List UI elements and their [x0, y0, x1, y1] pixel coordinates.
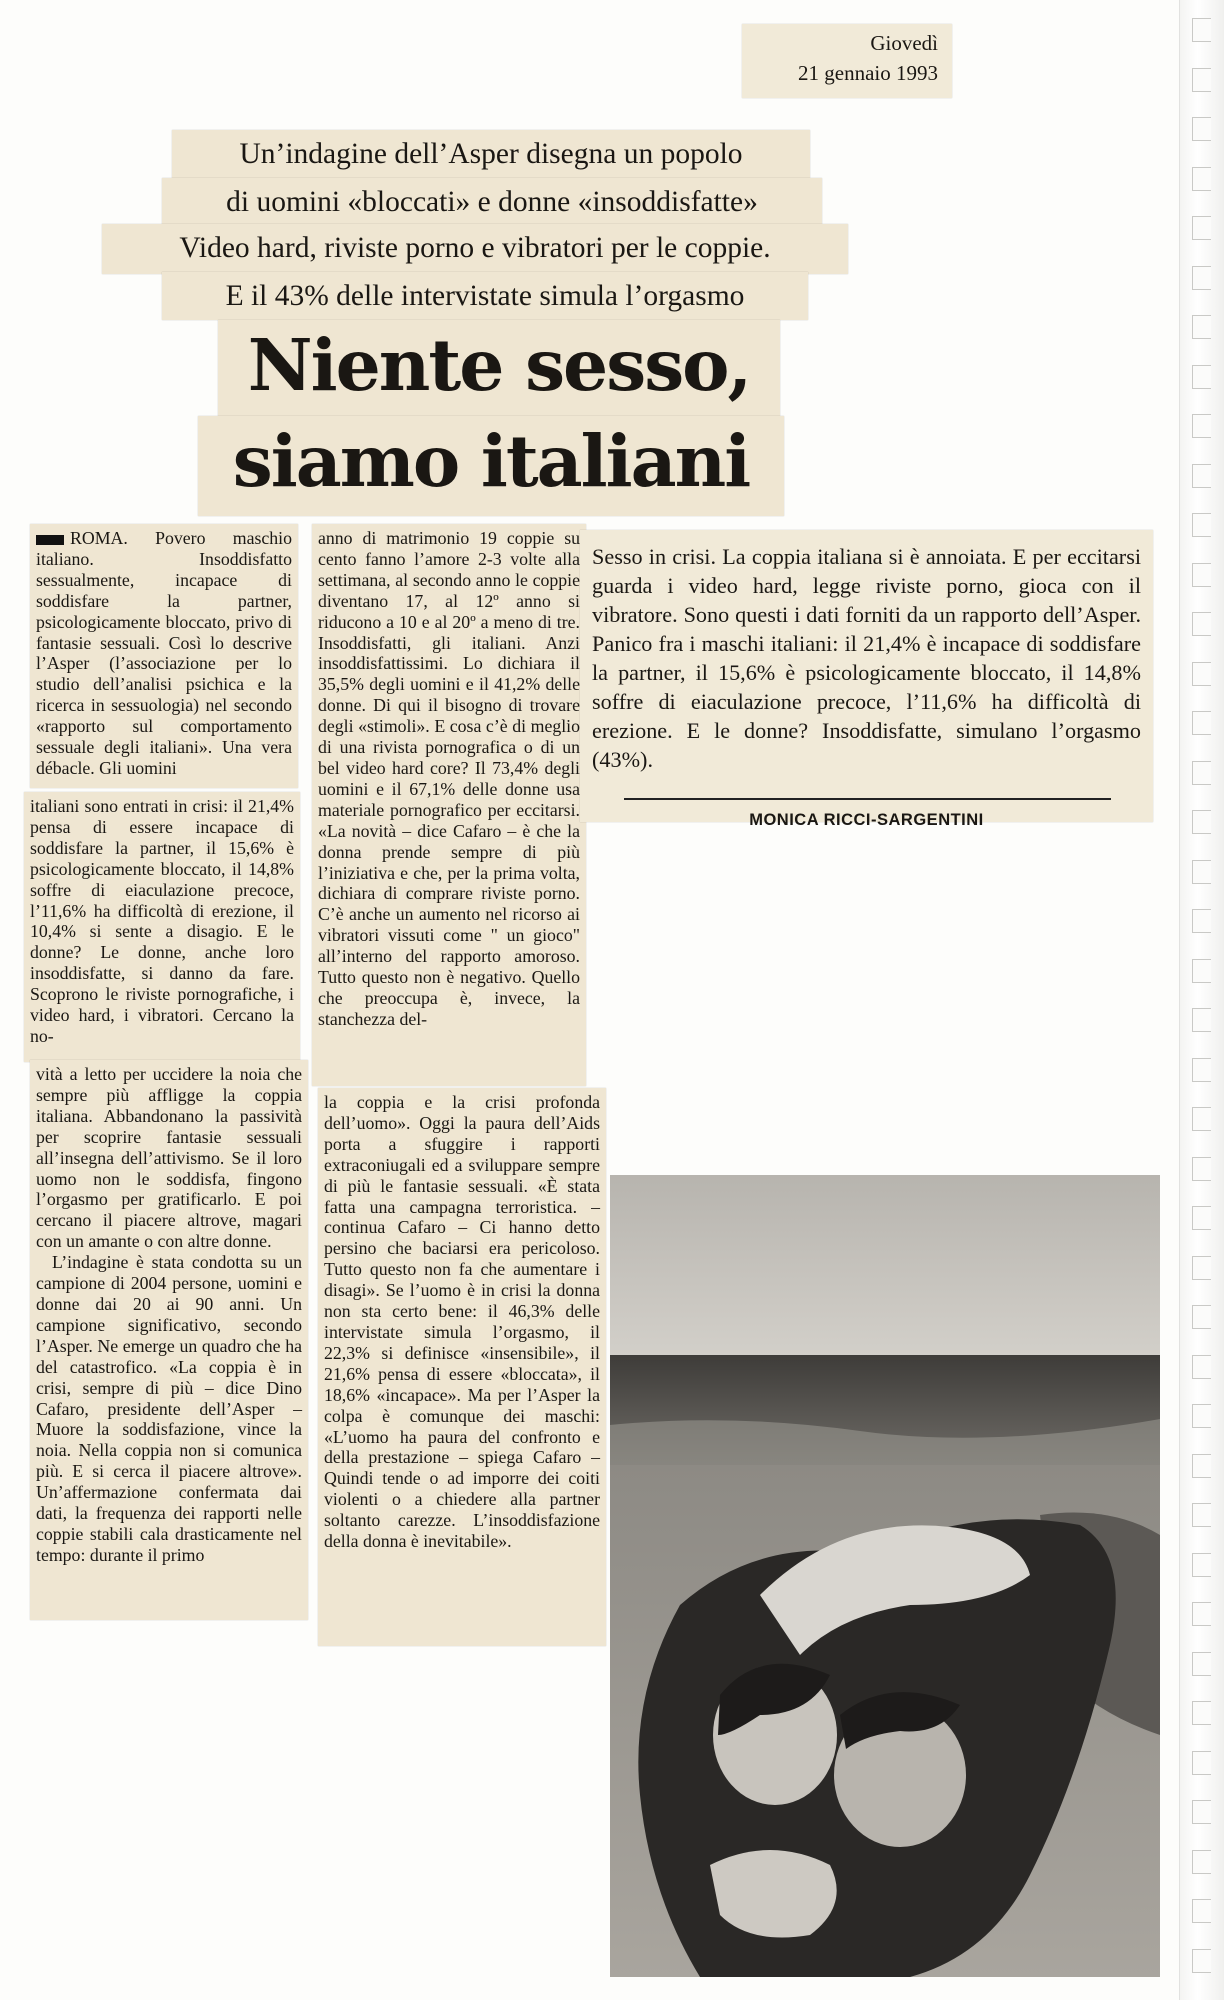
- binder-hole: [1192, 1701, 1211, 1725]
- binder-hole: [1192, 563, 1211, 587]
- binder-hole: [1192, 1800, 1211, 1824]
- binder-hole: [1192, 909, 1211, 933]
- binder-strip: [1179, 0, 1224, 2000]
- article-col1-part1: [30, 524, 298, 788]
- date-weekday: Giovedì: [870, 31, 938, 55]
- byline-rule: [624, 798, 1111, 800]
- binder-hole: [1192, 117, 1211, 141]
- article-col1-part3: [30, 1060, 308, 1620]
- article-col1-text-1: Povero maschio italiano. Insoddisfatto sessualmente, incapace di soddisfare la partner, psicologicamente bloccato, privo di fantasie sessuali. Così lo descrive l’Asper (l’associazione per lo studio dell’analisi psichica e la ricerca in sessuologia) nel secondo «rapporto sul comportamento sessuale degli italiani». Una vera débacle. Gli uomini: [36, 528, 292, 778]
- subheadline-line-3: Video hard, riviste porno e vibratori per le coppie.: [102, 224, 848, 274]
- binder-hole: [1192, 1454, 1211, 1478]
- dateline-square-icon: [36, 535, 64, 545]
- binder-hole: [1192, 761, 1211, 785]
- article-col1-text-3: vità a letto per uccidere la noia che sempre più affligge la coppia italiana. Abbandonano la passività per scoprire fantasie sessuali all’insegna dell’attivismo. Se il loro uomo non le soddisfa, fingono l’orgasmo per gratificarlo. E poi cercano il piacere altrove, magari con un amante o con altre donne.: [36, 1064, 302, 1252]
- article-col1-text-2: italiani sono entrati in crisi: il 21,4% pensa di essere incapace di soddisfare la partner, il 15,6% è psicologicamente bloccato, il 14,8% soffre di eiaculazione precoce, l’11,6% ha difficoltà di erezione, il 10,4% si sente a disagio. E le donne? Le donne, anche loro insoddisfatte, si danno da fare. Scoprono le riviste pornografiche, i video hard, i vibratori. Cercano la no-: [30, 796, 294, 1046]
- dateline: ROMA.: [70, 528, 128, 548]
- binder-hole: [1192, 1206, 1211, 1230]
- binder-hole: [1192, 266, 1211, 290]
- photo-image: [610, 1175, 1160, 1977]
- byline: MONICA RICCI-SARGENTINI: [749, 811, 984, 829]
- binder-hole: [1192, 18, 1211, 42]
- binder-hole: [1192, 1751, 1211, 1775]
- binder-hole: [1192, 1850, 1211, 1874]
- binder-hole: [1192, 315, 1211, 339]
- date-day: 21 gennaio 1993: [798, 61, 938, 85]
- article-col2-part1: [312, 524, 586, 1086]
- binder-hole: [1192, 1305, 1211, 1329]
- date-clip: [742, 24, 952, 98]
- binder-hole: [1192, 1058, 1211, 1082]
- binder-hole: [1192, 1602, 1211, 1626]
- subheadline-line-2: di uomini «bloccati» e donne «insoddisfatte»: [162, 178, 822, 226]
- binder-hole: [1192, 513, 1211, 537]
- article-col2-text-2: la coppia e la crisi profonda dell’uomo». Oggi la paura dell’Aids porta a sfuggire i rapporti extraconiugali ed a sviluppare sempre di più le fantasie sessuali. «È stata fatta una campagna terroristica. – continua Cafaro – Ci hanno detto persino che baciarsi era pericoloso. Tutto questo non fa che aumentare i disagi». Se l’uomo è in crisi la donna non sta certo bene: il 46,3% delle intervistate simula l’orgasmo, il 22,3% si definisce «insensibile», il 21,6% pensa di essere «bloccata», il 18,6% «incapace». Ma per l’Asper la colpa è comunque dei maschi: «L’uomo ha paura del confronto e della prestazione – spiega Cafaro – Quindi tende o ad imporre dei coiti violenti o a chiedere alla partner soltanto carezze. L’insoddisfazione della donna è inevitabile».: [324, 1092, 600, 1552]
- binder-hole: [1192, 365, 1211, 389]
- binder-hole: [1192, 1157, 1211, 1181]
- binder-hole: [1192, 1404, 1211, 1428]
- article-col2-part2: [318, 1088, 606, 1646]
- binder-hole: [1192, 1503, 1211, 1527]
- binder-hole: [1192, 860, 1211, 884]
- binder-hole: [1192, 464, 1211, 488]
- binder-hole: [1192, 612, 1211, 636]
- summary-box: [580, 530, 1153, 829]
- summary-text: Sesso in crisi. La coppia italiana si è annoiata. E per eccitarsi guarda i video hard, legge riviste porno, gioca con il vibratore. Sono questi i dati forniti da un rapporto dell’Asper. Panico fra i maschi italiani: il 21,4% è incapace di soddisfare la partner, il 15,6% è psicologicamente bloccato, il 14,8% soffre di eiaculazione precoce, l’11,6% ha difficoltà di erezione. E le donne? Insoddisfatte, simulano l’orgasmo (43%).: [592, 544, 1141, 772]
- article-col1-text-4: L’indagine è stata condotta su un campione di 2004 persone, uomini e donne dai 20 ai 90 anni. Un campione significativo, secondo l’Asper. Ne emerge un quadro che ha del catastrofico. «La coppia è in crisi, sempre di più – dice Dino Cafaro, presidente dell’Asper – Muore la soddisfazione, vince la noia. Nella coppia non si comunica più. E si cerca il piacere altrove». Un’affermazione confermata dai dati, la frequenza dei rapporti nelle coppie stabili cala drasticamente nel tempo: durante il primo: [36, 1252, 302, 1565]
- binder-hole: [1192, 414, 1211, 438]
- binder-hole: [1192, 1652, 1211, 1676]
- article-col2-text-1: anno di matrimonio 19 coppie su cento fanno l’amore 2-3 volte alla settimana, al secondo anno le coppie diventano 17, al 12º anno si riducono a 10 e al 20º a meno di tre. Insoddisfatti, gli italiani. Anzi insoddisfattissimi. Lo dichiara il 35,5% degli uomini e il 41,2% delle donne. Di qui il bisogno di trovare degli «stimoli». E cosa c’è di meglio di una rivista pornografica o di un bel video hard core? Il 73,4% degli uomini e il 67,1% delle donne usa materiale pornografico per eccitarsi. «La novità – dice Cafaro – è che la donna prende sempre di più l’iniziativa e che, per la prima volta, dichiara di comprare riviste porno. C’è anche un aumento nel ricorso ai vibratori vissuti come " un gioco" all’interno del rapporto amoroso. Tutto questo non è negativo. Quello che preoccupa è, invece, la stanchezza del-: [318, 528, 580, 1029]
- binder-hole: [1192, 1256, 1211, 1280]
- binder-hole: [1192, 1553, 1211, 1577]
- article-col1-part2: [24, 792, 300, 1062]
- subheadline-line-1: Un’indagine dell’Asper disegna un popolo: [172, 130, 810, 178]
- binder-hole: [1192, 68, 1211, 92]
- subheadline-line-4: E il 43% delle intervistate simula l’orgasmo: [162, 272, 808, 320]
- binder-hole: [1192, 167, 1211, 191]
- binder-hole: [1192, 216, 1211, 240]
- binder-hole: [1192, 959, 1211, 983]
- binder-hole: [1192, 711, 1211, 735]
- binder-hole: [1192, 1899, 1211, 1923]
- binder-hole: [1192, 1107, 1211, 1131]
- binder-hole: [1192, 810, 1211, 834]
- photo-couple-on-beach: [610, 1175, 1160, 1977]
- binder-hole: [1192, 1949, 1211, 1973]
- binder-hole: [1192, 662, 1211, 686]
- binder-hole: [1192, 1355, 1211, 1379]
- headline-line-2: siamo italiani: [198, 416, 784, 516]
- headline-line-1: Niente sesso,: [218, 320, 780, 416]
- binder-hole: [1192, 1008, 1211, 1032]
